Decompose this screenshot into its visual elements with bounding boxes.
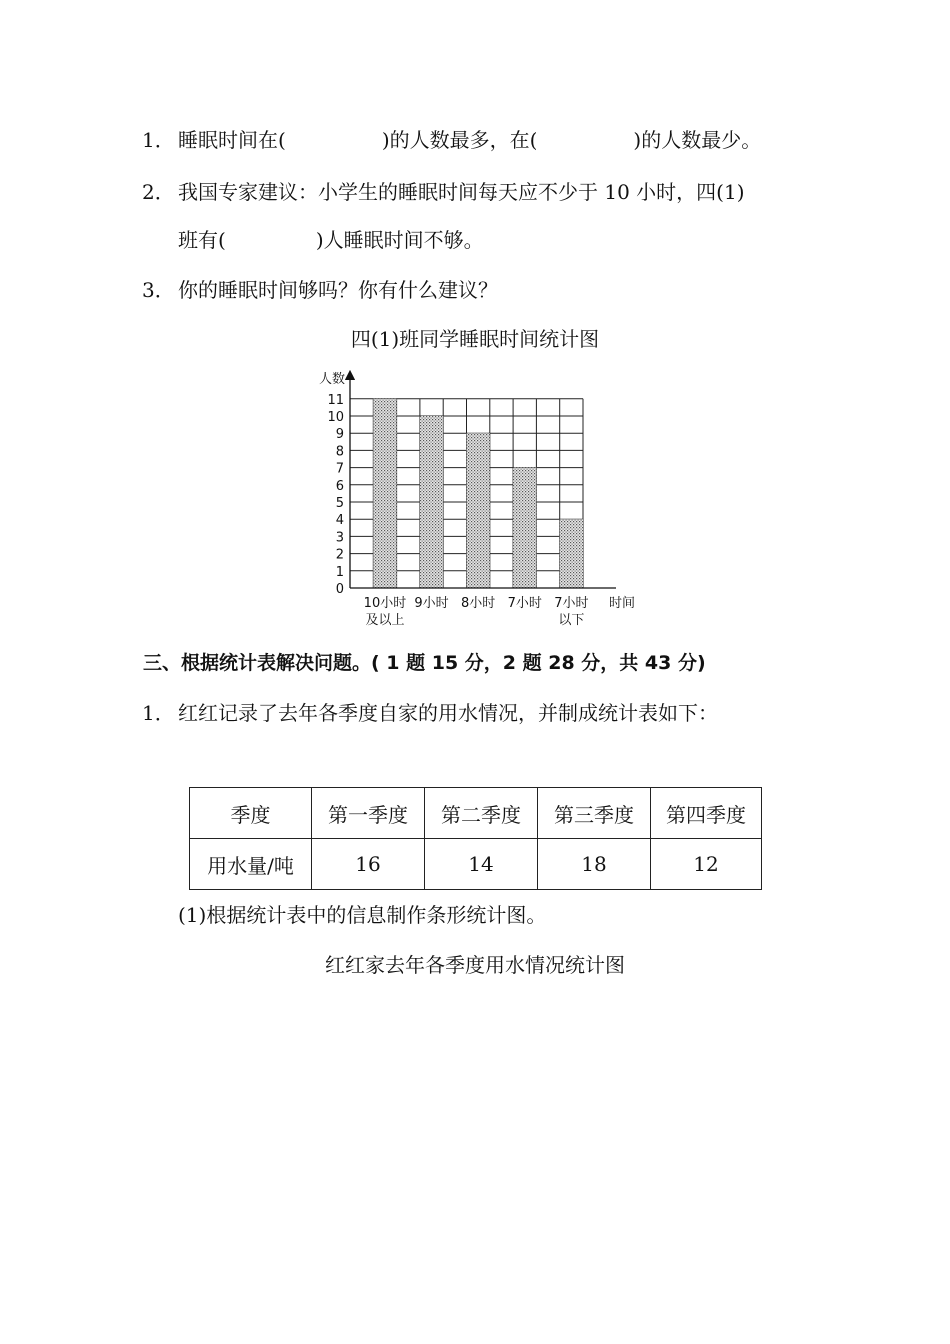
sub-question-1: (1)根据统计表中的信息制作条形统计图。 xyxy=(178,903,547,927)
question-number: 1． xyxy=(142,128,175,152)
y-tick-label: 0 xyxy=(335,582,344,597)
table-header-cell: 第二季度 xyxy=(425,788,538,839)
question-number: 2． xyxy=(142,180,175,204)
table-row xyxy=(190,788,762,839)
y-tick-label: 3 xyxy=(335,530,344,546)
y-tick-label: 2 xyxy=(335,547,344,563)
y-axis-label: 人数 xyxy=(318,372,345,387)
x-tick-label: 9小时 xyxy=(414,596,449,611)
bar xyxy=(513,468,536,588)
table-header-cell: 第三季度 xyxy=(538,788,651,839)
question-text: 我国专家建议：小学生的睡眠时间每天应不少于 10 小时，四(1) xyxy=(178,180,745,204)
question-text: )的人数最少。 xyxy=(633,128,762,152)
y-tick-label: 6 xyxy=(335,478,344,494)
question-text: )人睡眠时间不够。 xyxy=(315,228,484,252)
question-number: 1． xyxy=(142,701,175,725)
sleep-bar-chart xyxy=(0,365,950,635)
chart-title: 四(1)班同学睡眠时间统计图 xyxy=(350,327,600,351)
y-tick-label: 4 xyxy=(335,513,344,529)
question-text: 你的睡眠时间够吗？你有什么建议？ xyxy=(178,278,498,302)
x-tick-label: 10小时 xyxy=(363,596,407,611)
y-tick-label: 7 xyxy=(335,461,344,477)
y-tick-label: 9 xyxy=(335,427,344,443)
chart-2-title: 红红家去年各季度用水情况统计图 xyxy=(325,953,625,977)
bar xyxy=(560,519,583,588)
section-3-title: 三、根据统计表解决问题。( 1 题 15 分，2 题 28 分，共 43 分) xyxy=(143,652,706,674)
x-tick-label: 7小时 xyxy=(554,596,589,611)
y-tick-label: 5 xyxy=(335,496,344,511)
table-row xyxy=(190,839,762,890)
question-2-cont xyxy=(178,228,484,252)
question-2 xyxy=(142,180,745,204)
bar xyxy=(467,433,490,588)
question-number: 3． xyxy=(142,278,175,302)
table-header-cell: 第一季度 xyxy=(312,788,425,839)
x-tick-label: 以下 xyxy=(558,613,585,628)
table-header-cell: 第四季度 xyxy=(651,788,762,839)
x-axis-label: 时间 xyxy=(608,596,636,611)
question-text: 红红记录了去年各季度自家的用水情况，并制成统计表如下： xyxy=(178,701,718,725)
question-text: 班有( xyxy=(178,228,226,252)
table-cell: 16 xyxy=(312,839,425,890)
y-tick-label: 1 xyxy=(335,564,344,580)
section-3-question-1 xyxy=(142,701,718,725)
bar xyxy=(373,399,396,588)
question-text: )的人数最多，在( xyxy=(381,128,538,152)
question-3 xyxy=(142,278,498,302)
x-tick-label: 及以上 xyxy=(365,613,405,628)
question-text: 睡眠时间在( xyxy=(178,128,286,152)
x-tick-label: 7小时 xyxy=(507,596,542,611)
question-1 xyxy=(142,128,761,152)
table-header-cell: 季度 xyxy=(190,788,312,839)
y-tick-label: 8 xyxy=(335,444,344,460)
bar xyxy=(420,416,443,588)
water-usage-table xyxy=(189,787,762,890)
y-tick-label: 10 xyxy=(327,410,344,425)
table-cell: 14 xyxy=(425,839,538,890)
y-tick-label: 11 xyxy=(327,392,344,408)
table-cell: 18 xyxy=(538,839,651,890)
table-cell: 用水量/吨 xyxy=(190,839,312,890)
x-tick-label: 8小时 xyxy=(461,596,496,611)
table-cell: 12 xyxy=(651,839,762,890)
